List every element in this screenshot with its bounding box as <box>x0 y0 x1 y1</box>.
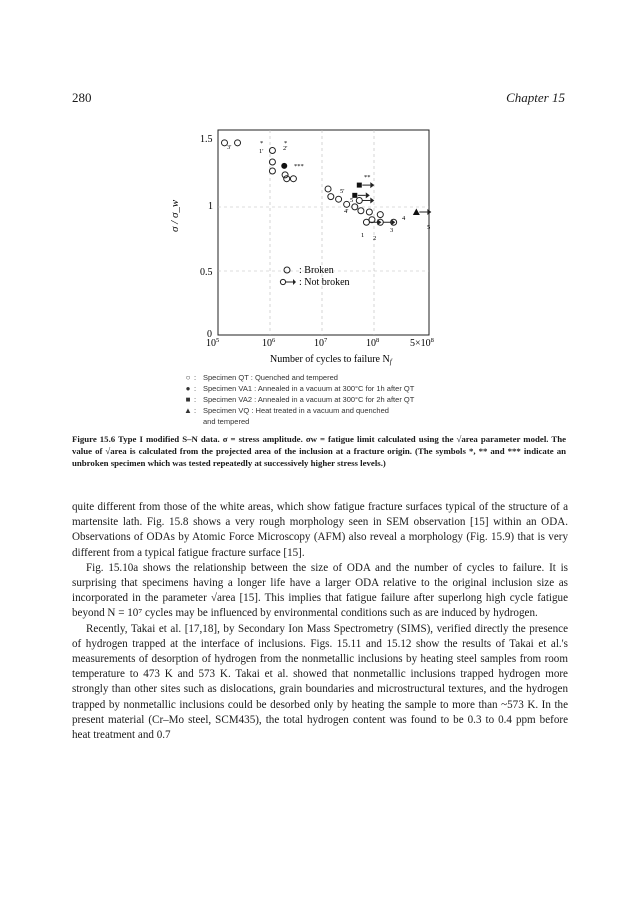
point-s2-1-arrowhead <box>366 192 370 198</box>
x-axis-label: Number of cycles to failure $N_f$ <box>270 354 392 366</box>
filled-square-icon: ■ <box>185 395 191 404</box>
y-tick-1: 1 <box>208 201 213 212</box>
y-tick-0-5: 0.5 <box>200 267 213 278</box>
x-ticks <box>206 337 434 349</box>
point-s0-11 <box>344 201 350 207</box>
specimen-legend <box>182 372 414 427</box>
not-broken-legend-label: : Not broken <box>299 277 350 288</box>
point-s0-15 <box>377 212 383 218</box>
annotation-star-2: * <box>284 140 288 147</box>
body-text <box>72 500 568 743</box>
point-s0-6 <box>284 176 290 182</box>
point-s0-9 <box>328 194 334 200</box>
point-s0-13 <box>358 208 364 214</box>
x-tick-1e6: $10^6$ <box>262 337 276 349</box>
plot-frame <box>218 130 429 335</box>
point-s0-7 <box>290 176 296 182</box>
point-s0-5 <box>282 172 288 178</box>
legend-row-vq: ▲ : Specimen VQ : Heat treated in a vacuum and quenched and tempered <box>182 405 414 427</box>
y-tick-1-5: 1.5 <box>200 134 213 145</box>
annotation-5b: 5 <box>427 224 431 231</box>
point-s3-0 <box>363 219 369 225</box>
inner-legend <box>280 265 349 288</box>
y-tick-0: 0 <box>207 329 212 340</box>
legend-row-va2: ■ : Specimen VA2 : Annealed in a vacuum at 300°C for 2h after QT <box>182 394 414 405</box>
point-s3-1-arrowhead <box>391 219 395 225</box>
point-s4-0 <box>413 209 420 216</box>
broken-legend-label: : Broken <box>299 265 334 276</box>
point-s0-1 <box>235 140 241 146</box>
annotation-2: 2 <box>373 235 377 242</box>
page-number: 280 <box>72 90 92 105</box>
sn-chart <box>0 0 637 372</box>
grid <box>218 130 429 335</box>
annotation-2p: 2' <box>283 145 288 152</box>
paragraph-3: Recently, Takai et al. [17,18], by Secondary Ion Mass Spectrometry (SIMS), verified directly the presence of hydrogen trapped at the interface of inclusions. Figs. 15.11 and 15.12 show the results of Takai et al.'s measurements of desorption of hydrogen from the nonmetallic inclusions by heating steel samples from room temperature to 473 K and 573 K. Takai et al. showed that nonmetallic inclusions trapped hydrogen more strongly than other sites such as dislocations, grain boundaries and microstructural textures, and the hydrogen trapped by nonmetallic inclusions could be desorbed only by heating the sample to more than ~573 K. In the present material (Cr–Mo steel, SCM435), the total hydrogen content was found to be 0.3 to 0.4 ppm before heat treatment and 0.7 <box>72 622 568 742</box>
annotation-3p: 3' <box>227 144 232 151</box>
annotation-4: 4 <box>402 215 406 222</box>
annotation-1p: 1' <box>259 148 264 155</box>
x-tick-1e5: $10^5$ <box>206 337 220 349</box>
point-s0-2 <box>269 148 275 154</box>
filled-circle-icon: ● <box>185 384 191 393</box>
annotation-4p: 4' <box>344 208 349 215</box>
paragraph-2: Fig. 15.10a shows the relationship between the size of ODA and the number of cycles to failure. It is surprising that specimens having a longer life have a larger ODA relative to the original inclusion size as incorporated in the parameter √area [15]. This implies that fatigue failure after superlong high cycle fatigue beyond N = 10⁷ cycles may be influenced by environmental conditions such as are induced by hydrogen. <box>72 561 568 620</box>
point-s3-2 <box>356 197 362 203</box>
legend-row-qt: ○ : Specimen QT : Quenched and tempered <box>182 372 414 383</box>
annotation-star-4: ** <box>364 174 371 181</box>
annotation-5: 5 <box>350 197 354 204</box>
not-broken-legend-marker <box>280 279 285 284</box>
point-s1-0 <box>281 163 287 169</box>
point-s2-0 <box>357 183 362 188</box>
point-s0-10 <box>336 196 342 202</box>
annotation-star-3: *** <box>294 163 304 170</box>
chapter-title: Chapter 15 <box>506 90 565 105</box>
filled-triangle-icon: ▲ <box>184 406 192 415</box>
point-s2-0-arrowhead <box>370 182 374 188</box>
figure-caption: Figure 15.6 Type I modified S–N data. σ = stress amplitude. σw = fatigue limit calculated using the √area parameter model. The value of √area is calculated from the projected area of the inclusion at a fracture origin. (The symbols *, ** and *** indicate an unbroken specimen which was tested repeatedly at successively higher stress levels.) <box>72 434 566 468</box>
annotation-star-1: * <box>260 140 264 147</box>
x-tick-1e8: $10^8$ <box>366 337 380 349</box>
point-s0-3 <box>269 159 275 165</box>
legend-row-va1: ● : Specimen VA1 : Annealed in a vacuum at 300°C for 1h after QT <box>182 383 414 394</box>
point-annotations <box>227 140 430 242</box>
annotation-3: 3 <box>390 227 394 234</box>
point-s0-14 <box>366 209 372 215</box>
not-broken-legend-arrowhead <box>293 279 296 285</box>
x-tick-1e7: $10^7$ <box>314 337 328 349</box>
annotation-1: 1 <box>361 232 365 239</box>
point-s0-4 <box>269 168 275 174</box>
point-s0-8 <box>325 186 331 192</box>
data-points <box>221 140 431 225</box>
annotation-5p: 5' <box>340 188 345 195</box>
x-tick-5e8: $5\times 10^8$ <box>410 337 434 349</box>
broken-legend-marker <box>284 267 290 273</box>
open-circle-icon: ○ <box>185 373 191 382</box>
y-axis-label: σ / σ_w <box>169 199 181 232</box>
paragraph-1: quite different from those of the white areas, which show fatigue fracture surfaces typical of the structure of a martensite lath. Fig. 15.8 shows a very rough morphology seen in SEM observation [15] within an ODA. Observations of ODAs by Atomic Force Microscopy (AFM) also reveal a morphology (Fig. 15.9) that is very different from a typical fatigue fracture surface [15]. <box>72 501 568 559</box>
